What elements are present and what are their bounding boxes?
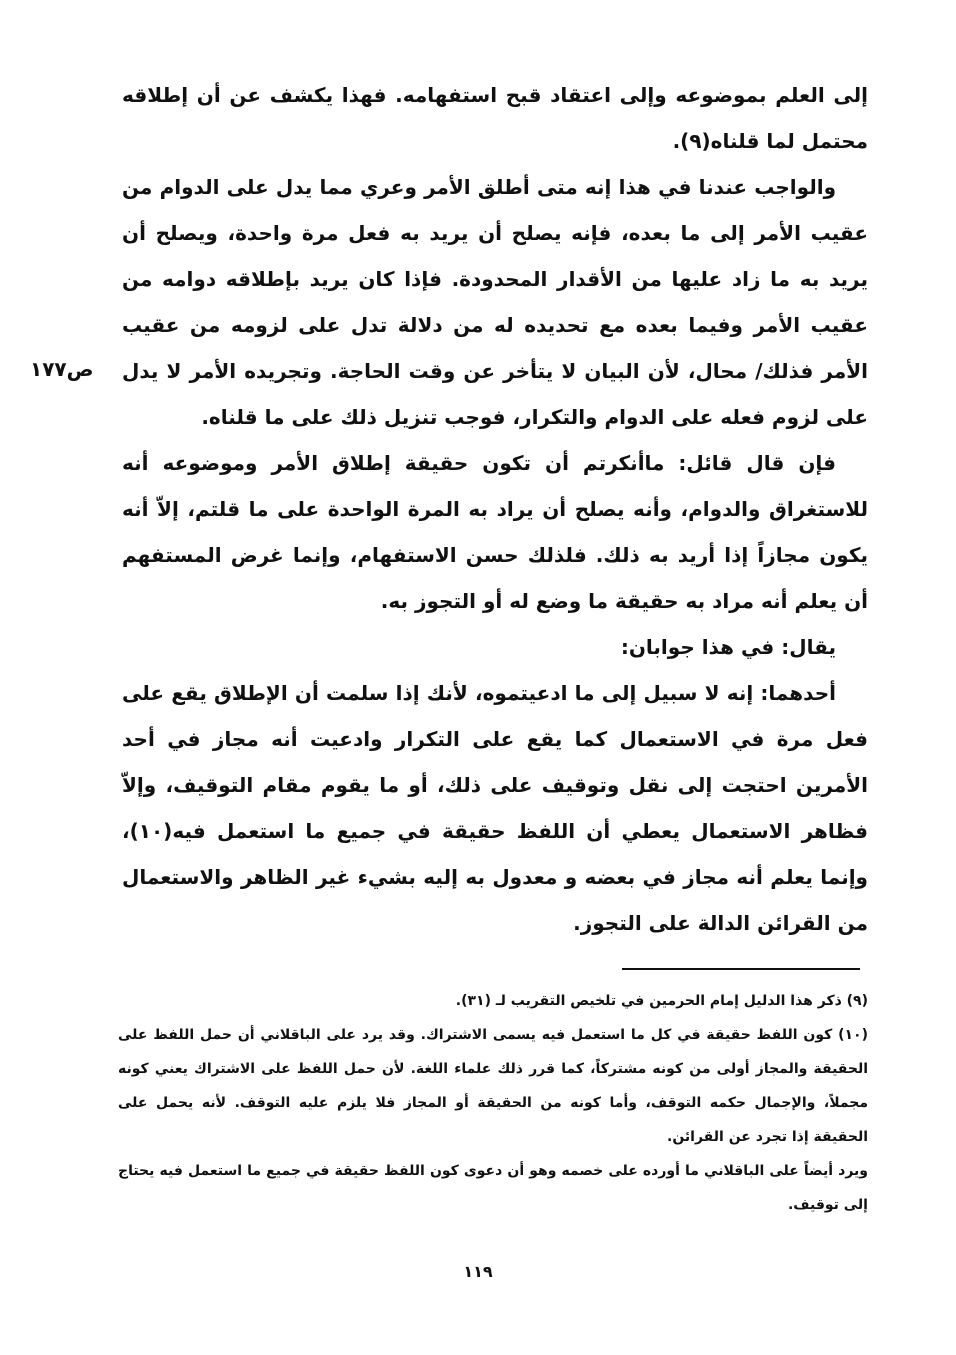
paragraph-5: أحدهما: إنه لا سبيل إلى ما ادعيتموه، لأنك إذا سلمت أن الإطلاق يقع على فعل مرة في الاستعمال كما يقع على التكرار وادعيت أنه مجاز في أحد الأمرين احتجت إلى نقل وتوقيف على ذلك، أو ما يقوم مقام التوقيف، وإلاّ فظاهر الاستعمال يعطي أن اللفظ حقيقة في جميع ما استعمل فيه(١٠)، وإنما يعلم أنه مجاز في بعضه و معدول به إليه بشيء غير الظاهر والاستعمال من القرائن الدالة على التجوز. [122, 681, 868, 935]
footnote-9: (٩) ذكر هذا الدليل إمام الحرمين في تلخيص التقريب لـ (٣١). [455, 993, 868, 1009]
main-body-text [122, 72, 868, 946]
margin-page-reference: ص١٧٧ [30, 357, 94, 381]
paragraph-2: والواجب عندنا في هذا إنه متى أطلق الأمر وعري مما يدل على الدوام من عقيب الأمر إلى ما بعده، فإنه يصلح أن يريد به فعل مرة واحدة، ويصلح أن يريد به ما زاد عليها من الأقدار المحدودة. فإذا كان يريد بإطلاقه دوامه من عقيب الأمر وفيما بعده مع تحديده له من دلالة تدل على لزومه من عقيب الأمر فذلك/ محال، لأن البيان لا يتأخر عن وقت الحاجة. وتجريده الأمر لا يدل على لزوم فعله على الدوام والتكرار، فوجب تنزيل ذلك على ما قلناه. [122, 175, 868, 429]
footnote-divider [622, 968, 860, 970]
paragraph-3: فإن قال قائل: ماأنكرتم أن تكون حقيقة إطلاق الأمر وموضوعه أنه للاستغراق والدوام، وأنه يصلح أن يراد به المرة الواحدة على ما قلتم، إلاّ أنه يكون مجازاً إذا أريد به ذلك. فلذلك حسن الاستفهام، وإنما غرض المستفهم أن يعلم أنه مراد به حقيقة ما وضع له أو التجوز به. [122, 451, 868, 613]
paragraph-1: إلى العلم بموضوعه وإلى اعتقاد قبح استفهامه. فهذا يكشف عن أن إطلاقه محتمل لما قلناه(٩). [122, 83, 868, 153]
footnotes-section [118, 984, 868, 1222]
page-number: ١١٩ [463, 1262, 493, 1281]
footnote-10-continued: ويرد أيضاً على الباقلاني ما أورده على خصمه وهو أن دعوى كون اللفظ حقيقة في جميع ما استعمل فيه يحتاج إلى توقيف. [118, 1163, 868, 1213]
footnote-10: (١٠) كون اللفظ حقيقة في كل ما استعمل فيه يسمى الاشتراك. وقد يرد على الباقلاني أن حمل اللفظ على الحقيقة والمجاز أولى من كونه مشتركاً، كما قرر ذلك علماء اللغة. لأن حمل اللفظ على الاشتراك يعني كونه مجملاً، والإجمال حكمه التوقف، وأما كونه من الحقيقة أو المجاز فلا يلزم عليه التوقف. لأنه يحمل على الحقيقة إذا تجرد عن القرائن. [118, 1027, 868, 1145]
paragraph-4: يقال: في هذا جوابان: [620, 635, 836, 659]
